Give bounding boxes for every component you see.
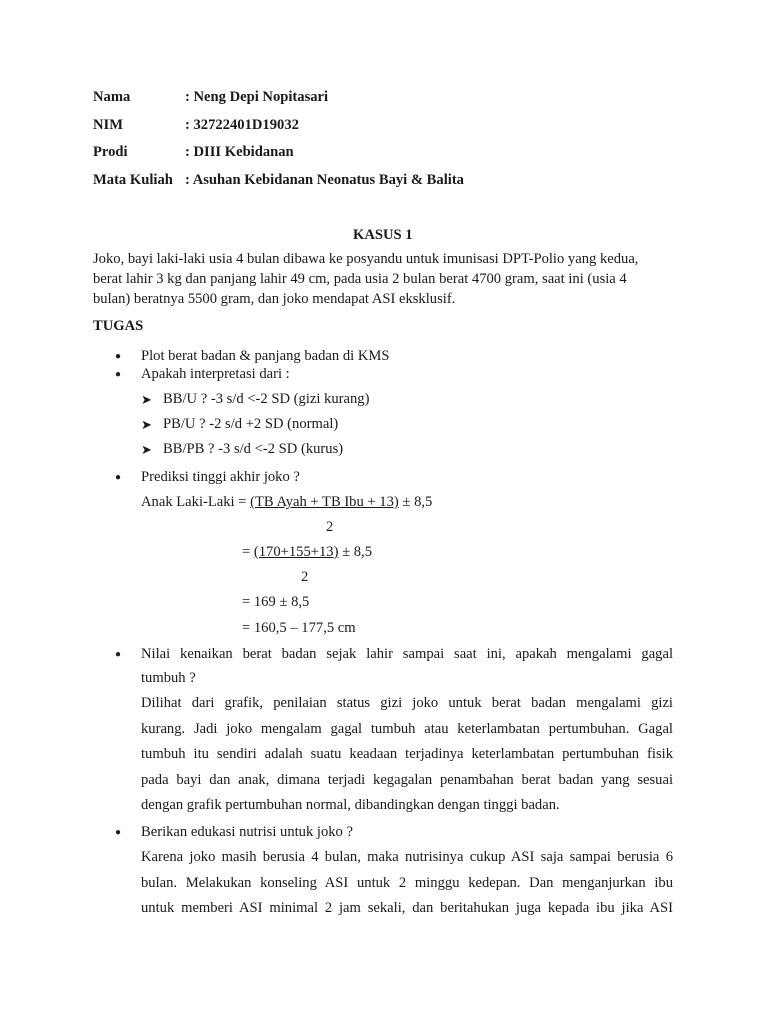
header-value-nim: : 32722401D19032 xyxy=(185,117,299,133)
formula-line-1 xyxy=(141,494,432,511)
sub-bullet-1-text: BB/U ? -3 s/d <-2 SD (gizi kurang) xyxy=(163,391,370,407)
answer-4-line-2: kurang. Jadi joko mengalam gagal tumbuh atau keterlambatan pertumbuhan. Gagal xyxy=(141,721,673,737)
formula-line-2 xyxy=(242,544,372,561)
answer-5-line-3: untuk memberi ASI minimal 2 jam sekali, dan beritahukan juga kepada ibu jika ASI xyxy=(141,900,673,916)
bullet-3-text: Prediksi tinggi akhir joko ? xyxy=(141,469,300,485)
formula-line-4: = 160,5 – 177,5 cm xyxy=(242,620,356,636)
header-value-nama: : Neng Depi Nopitasari xyxy=(185,89,329,105)
bullet-4-text-line-2: tumbuh ? xyxy=(141,670,196,686)
formula-suffix-2: ± 8,5 xyxy=(338,544,373,560)
answer-5-line-2: bulan. Melakukan konseling ASI untuk 2 minggu kedepan. Dan menganjurkan ibu xyxy=(141,875,673,891)
bullet-1-text: Plot berat badan & panjang badan di KMS xyxy=(141,348,390,364)
arrow-bullet-icon: ➤ xyxy=(141,392,152,407)
header-value-matakuliah: : Asuhan Kebidanan Neonatus Bayi & Balita xyxy=(185,172,464,188)
answer-4-line-4: pada bayi dan anak, dimana terjadi kegagalan penambahan berat badan yang sesuai xyxy=(141,772,673,788)
formula-line-3: = 169 ± 8,5 xyxy=(242,594,310,610)
header-label-nama: Nama xyxy=(93,89,131,105)
answer-4-line-3: tumbuh itu sendiri adalah suatu keadaan terjadinya keterlambatan pertumbuhan fisik xyxy=(141,746,673,762)
answer-5-line-1: Karena joko masih berusia 4 bulan, maka nutrisinya cukup ASI saja sampai berusia 6 xyxy=(141,849,673,865)
bullet-icon: ● xyxy=(115,369,122,380)
formula-numerator-1: (TB Ayah + TB Ibu + 13) xyxy=(250,494,399,510)
arrow-bullet-icon: ➤ xyxy=(141,442,152,457)
formula-prefix: Anak Laki-Laki = xyxy=(141,494,251,510)
formula-denominator-1: 2 xyxy=(326,519,334,535)
header-label-matakuliah: Mata Kuliah xyxy=(93,172,173,188)
tugas-heading: TUGAS xyxy=(93,318,144,334)
header-label-prodi: Prodi xyxy=(93,144,128,160)
bullet-icon: ● xyxy=(115,351,122,362)
sub-bullet-3-text: BB/PB ? -3 s/d <-2 SD (kurus) xyxy=(163,441,344,457)
bullet-icon: ● xyxy=(115,827,122,838)
formula-denominator-2: 2 xyxy=(301,569,309,585)
bullet-2-text: Apakah interpretasi dari : xyxy=(141,366,290,382)
bullet-icon: ● xyxy=(115,472,122,483)
header-value-prodi: : DIII Kebidanan xyxy=(185,144,294,160)
header-label-nim: NIM xyxy=(93,117,123,133)
bullet-icon: ● xyxy=(115,649,122,660)
answer-4-line-5: dengan grafik pertumbuhan normal, dibandingkan dengan tinggi badan. xyxy=(141,797,560,813)
arrow-bullet-icon: ➤ xyxy=(141,417,152,432)
bullet-5-text: Berikan edukasi nutrisi untuk joko ? xyxy=(141,824,353,840)
case-title: KASUS 1 xyxy=(353,227,413,243)
sub-bullet-2-text: PB/U ? -2 s/d +2 SD (normal) xyxy=(163,416,339,432)
case-text-line-2: berat lahir 3 kg dan panjang lahir 49 cm, pada usia 2 bulan berat 4700 gram, saat ini (usia 4 xyxy=(93,271,627,287)
case-text-line-3: bulan) beratnya 5500 gram, dan joko mendapat ASI eksklusif. xyxy=(93,291,456,307)
bullet-4-text-line-1: Nilai kenaikan berat badan sejak lahir sampai saat ini, apakah mengalami gagal xyxy=(141,646,673,662)
answer-4-line-1: Dilihat dari grafik, penilaian status gizi joko untuk berat badan mengalami gizi xyxy=(141,695,673,711)
formula-suffix-1: ± 8,5 xyxy=(398,494,433,510)
formula-eq2-prefix: = xyxy=(242,544,254,560)
case-text-line-1: Joko, bayi laki-laki usia 4 bulan dibawa ke posyandu untuk imunisasi DPT-Polio yang kedua, xyxy=(93,251,639,267)
formula-numerator-2: (170+155+13) xyxy=(253,544,339,560)
